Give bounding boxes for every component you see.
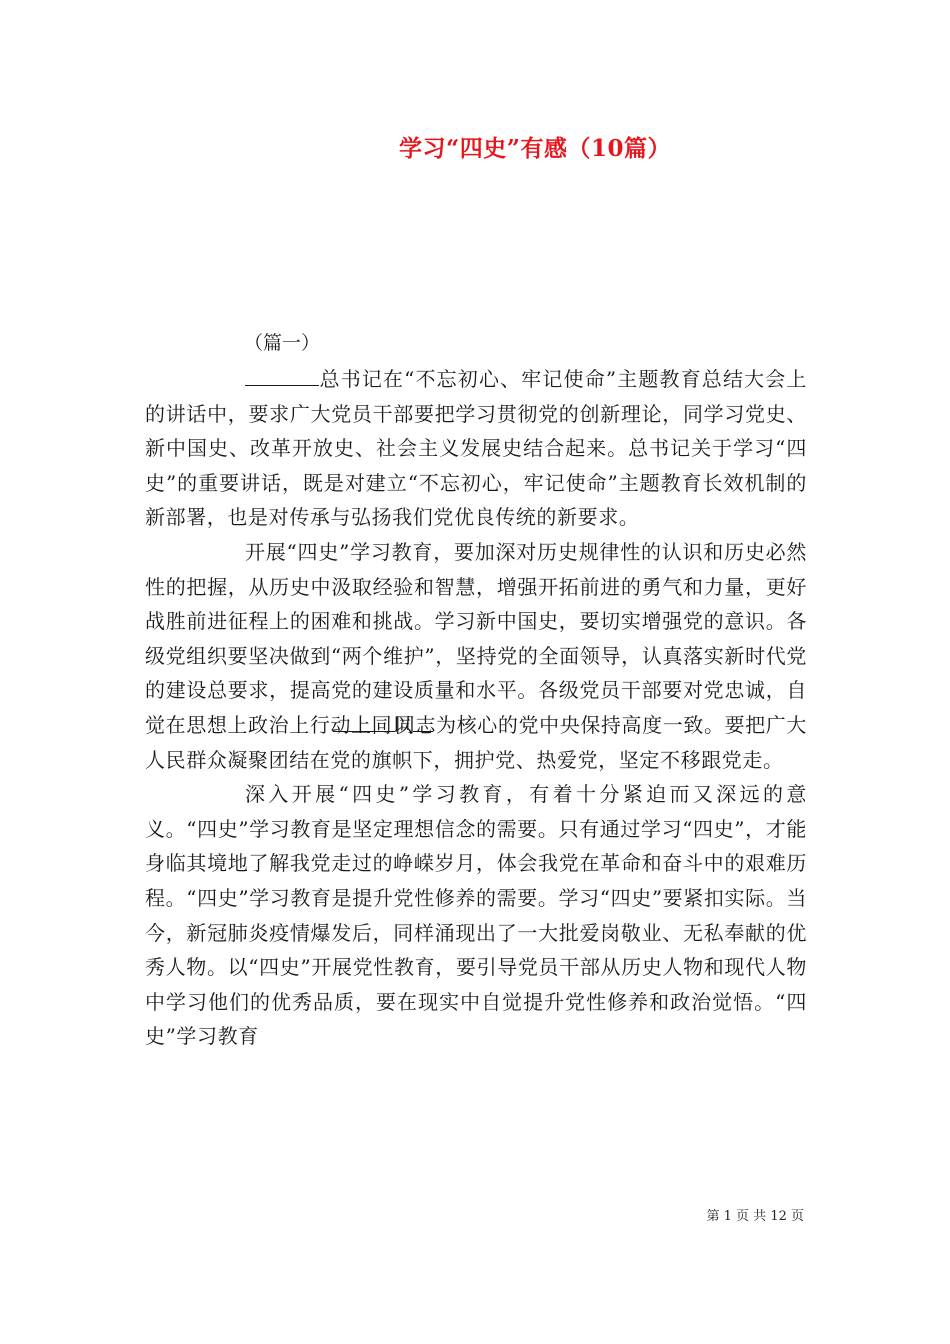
paragraph-1-text: 总书记在“不忘初心、牢记使命”主题教育总结大会上的讲话中，要求广大党员干部要把学习贯彻党的创新理论，同学习党史、新中国史、改革开放史、社会主义发展史结合起来。总书记关于学习“四史”的重要讲话，既是对建立“不忘初心，牢记使命”主题教育长效机制的新部署，也是对传承与弘扬我们党优良传统的新要求。 xyxy=(145,367,807,530)
paragraph-3-text: 深入开展“四史”学习教育，有着十分紧迫而又深远的意义。“四史”学习教育是坚定理想信念的需要。只有通过学习“四史”，才能身临其境地了解我党走过的峥嵘岁月，体会我党在革命和奋斗中的艰难历程。“四史”学习教育是提升党性修养的需要。学习“四史”要紧扣实际。当今，新冠肺炎疫情爆发后，同样涌现出了一大批爱岗敬业、无私奉献的优秀人物。以“四史”开展党性教育，要引导党员干部从历史人物和现代人物中学习他们的优秀品质，要在现实中自觉提升党性修养和政治觉悟。“四史”学习教育 xyxy=(145,782,807,1049)
name-blank xyxy=(333,712,395,732)
paragraph-2-text-b: 同志为核心的党中央保持高度一致。要把广大人民群众凝聚团结在党的旗帜下，拥护党、热爱党，坚定不移跟党走。 xyxy=(145,712,807,772)
document-body xyxy=(145,362,807,1054)
section-label: （篇一） xyxy=(244,332,321,354)
paragraph-3 xyxy=(145,777,807,1054)
paragraph-2-text-a: 开展“四史”学习教育，要加深对历史规律性的认识和历史必然性的把握，从历史中汲取经验和智慧，增强开拓前进的勇气和力量，更好战胜前进征程上的困难和挑战。学习新中国史，要切实增强党的意识。各级党组织要坚决做到“两个维护”，坚持党的全面领导，认真落实新时代党的建设总要求，提高党的建设质量和水平。各级党员干部要对党忠诚，自觉在思想上政治上行动上同以 xyxy=(145,539,807,737)
name-blank xyxy=(245,366,319,386)
document-title: 学习“四史”有感（10篇） xyxy=(399,135,671,162)
paragraph-1 xyxy=(145,362,807,535)
paragraph-2 xyxy=(145,535,807,777)
page-indicator: 第 1 页 共 12 页 xyxy=(706,1209,804,1224)
